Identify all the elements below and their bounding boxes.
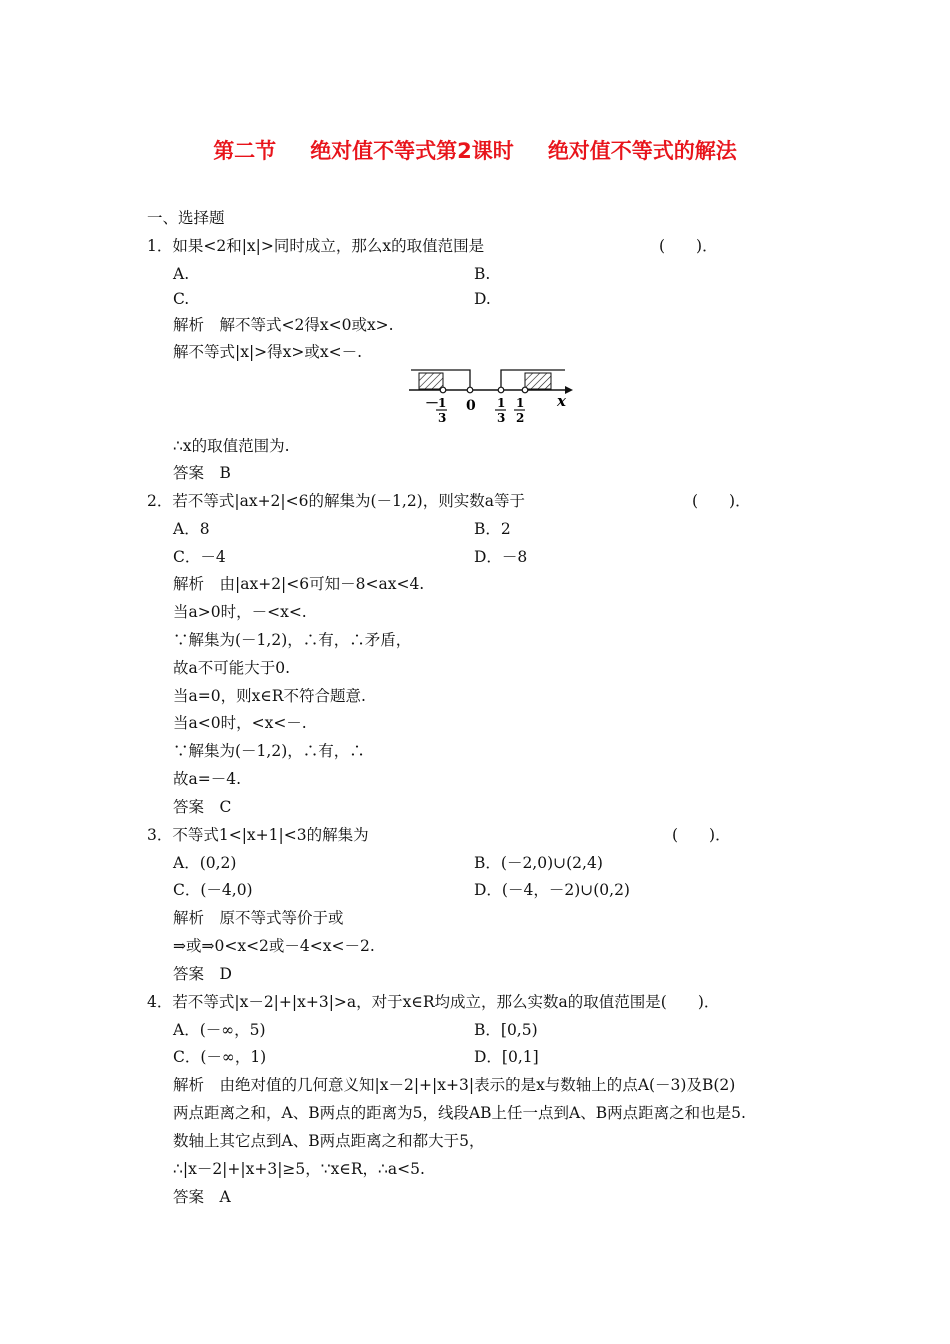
title-topic: 绝对值不等式的解法 <box>547 139 737 163</box>
q2-option-d: D．－8 <box>474 548 528 566</box>
q3-paren: ( )． <box>672 826 731 844</box>
q2-paren: ( )． <box>692 492 751 510</box>
q1-stem: 1．如果<2和|x|>同时成立，那么x的取值范围是 <box>147 237 485 255</box>
q3-answer: 答案 D <box>173 965 232 983</box>
q2-analysis-6: 当a<0时，<x<－. <box>173 714 307 732</box>
q1-analysis-3: ∴x的取值范围为. <box>173 437 290 455</box>
point-zero <box>467 387 473 393</box>
tick-third-den: 3 <box>497 411 506 425</box>
q4-option-a: A．(－∞，5) <box>173 1021 266 1039</box>
page-title <box>0 135 950 165</box>
q4-analysis-4: ∴|x－2|+|x+3|≥5，∵x∈R，∴a<5. <box>173 1160 425 1178</box>
axis-label-x: x <box>557 392 566 410</box>
number-line-figure <box>405 366 575 430</box>
q1-analysis-2: 解不等式|x|>得x>或x<－. <box>173 343 363 361</box>
section-heading: 一、选择题 <box>147 209 225 227</box>
q1-analysis-1: 解析 解不等式<2得x<0或x>. <box>173 316 394 334</box>
q3-option-a: A．(0,2) <box>173 854 237 872</box>
q3-stem: 3．不等式1<|x+1|<3的解集为 <box>147 826 369 844</box>
q1-option-a: A. <box>173 265 190 283</box>
axis-arrow <box>565 386 573 394</box>
q4-analysis-2: 两点距离之和，A、B两点的距离为5，线段AB上任一点到A、B两点距离之和也是5. <box>173 1104 746 1122</box>
point-third <box>498 387 504 393</box>
tick-half-num: 1 <box>516 396 525 410</box>
q2-option-a: A．8 <box>173 520 210 538</box>
point-neg-third <box>440 387 446 393</box>
q2-option-b: B．2 <box>474 520 511 538</box>
tick-third-num: 1 <box>497 396 506 410</box>
q4-option-d: D．[0,1] <box>474 1048 539 1066</box>
q1-option-c: C. <box>173 290 190 308</box>
q2-stem: 2．若不等式|ax+2|<6的解集为(－1,2)，则实数a等于 <box>147 492 525 510</box>
tick-neg-third-den: 3 <box>438 411 447 425</box>
q2-analysis-3: ∵解集为(－1,2)，∴有，∴矛盾， <box>173 631 412 649</box>
q2-analysis-2: 当a>0时，－<x<. <box>173 603 307 621</box>
q3-option-b: B．(－2,0)∪(2,4) <box>474 854 603 872</box>
right-hatched-region <box>525 373 551 389</box>
q4-option-c: C．(－∞，1) <box>173 1048 267 1066</box>
q4-analysis-1: 解析 由绝对值的几何意义知|x－2|+|x+3|表示的是x与数轴上的点A(－3)及B(2) <box>173 1076 736 1094</box>
left-hatched-region <box>419 373 443 389</box>
q1-paren: ( )． <box>659 237 718 255</box>
q2-analysis-1: 解析 由|ax+2|<6可知－8<ax<4. <box>173 575 425 593</box>
q4-option-b: B．[0,5) <box>474 1021 538 1039</box>
q1-answer: 答案 B <box>173 464 231 482</box>
tick-zero: 0 <box>466 398 476 414</box>
q3-option-c: C．(－4,0) <box>173 881 253 899</box>
title-section: 第二节 <box>213 139 277 163</box>
q1-option-b: B. <box>474 265 491 283</box>
q4-analysis-3: 数轴上其它点到A、B两点距离之和都大于5， <box>173 1132 485 1150</box>
q3-analysis-1: 解析 原不等式等价于或 <box>173 909 344 927</box>
q2-analysis-8: 故a=－4. <box>173 770 242 788</box>
q1-option-d: D. <box>474 290 491 308</box>
q2-analysis-4: 故a不可能大于0. <box>173 659 291 677</box>
tick-neg-third: － <box>425 396 439 412</box>
q4-stem: 4．若不等式|x－2|+|x+3|>a，对于x∈R均成立，那么实数a的取值范围是( )． <box>147 993 720 1011</box>
q2-answer: 答案 C <box>173 798 232 816</box>
q4-answer: 答案 A <box>173 1188 231 1206</box>
title-lesson: 绝对值不等式第2课时 <box>310 139 514 163</box>
q3-analysis-2: ⇒或⇒0<x<2或－4<x<－2. <box>173 937 375 955</box>
q3-option-d: D．(－4，－2)∪(0,2) <box>474 881 630 899</box>
q2-analysis-7: ∵解集为(－1,2)，∴有，∴ <box>173 742 365 760</box>
q2-analysis-5: 当a=0，则x∈R不符合题意. <box>173 687 366 705</box>
point-half <box>522 387 528 393</box>
q2-option-c: C．－4 <box>173 548 226 566</box>
tick-neg-third-num: 1 <box>438 396 447 410</box>
tick-half-den: 2 <box>516 411 525 425</box>
